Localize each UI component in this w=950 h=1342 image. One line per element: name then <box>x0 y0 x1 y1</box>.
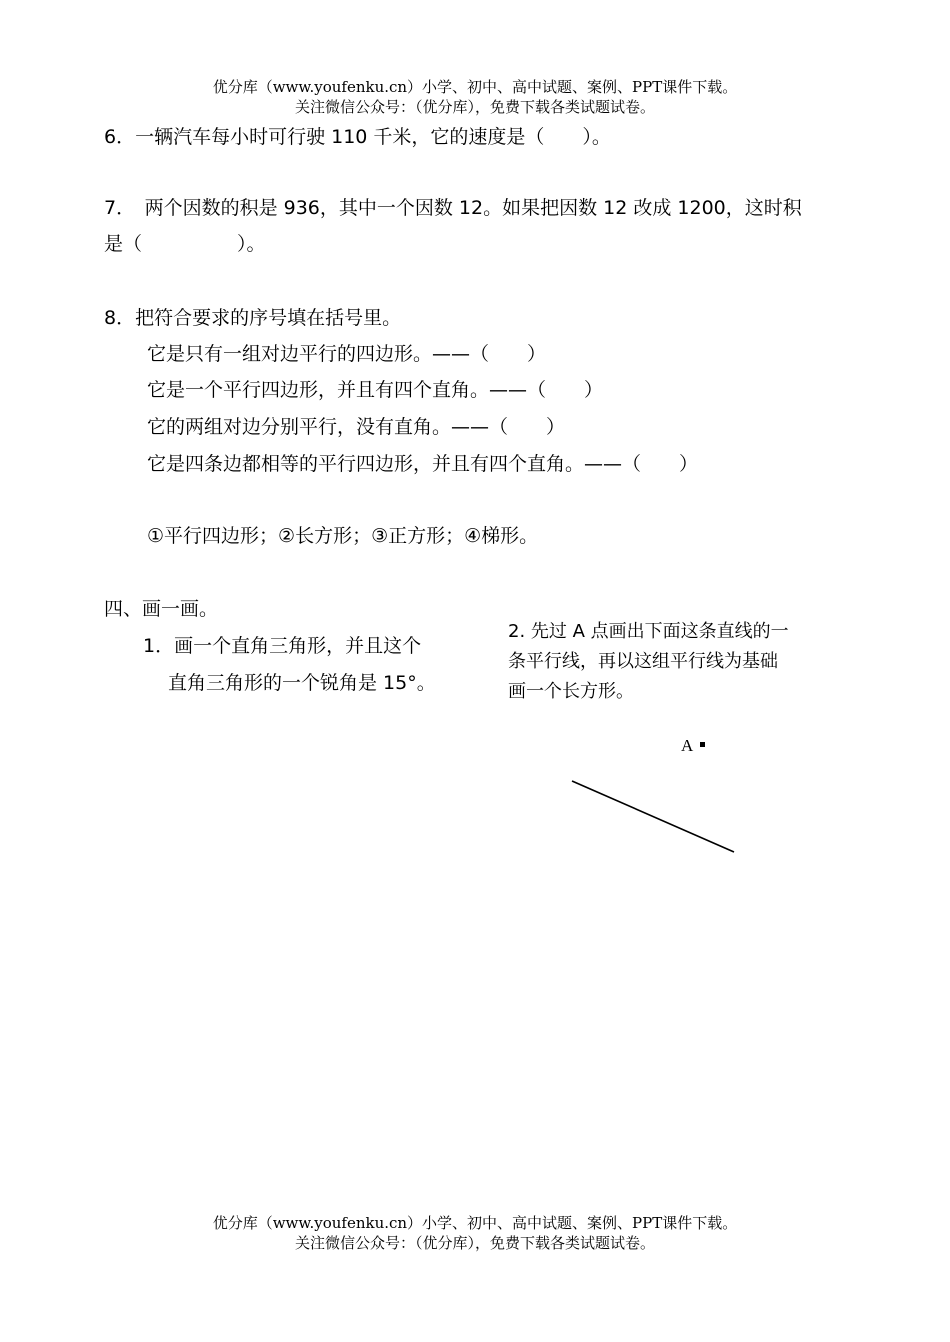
question-8-item: 它是一个平行四边形，并且有四个直角。——（ ） <box>147 379 604 401</box>
question-6: 6．一辆汽车每小时可行驶 110 千米，它的速度是（ ）。 <box>104 126 611 148</box>
question-8-options: ①平行四边形；②长方形；③正方形；④梯形。 <box>147 525 539 547</box>
question-7-line-1: 7． 两个因数的积是 936，其中一个因数 12。如果把因数 12 改成 1200，这时积 <box>104 197 802 219</box>
task-1-line-2: 直角三角形的一个锐角是 15°。 <box>168 672 436 694</box>
question-8-item: 它是只有一组对边平行的四边形。——（ ） <box>147 343 547 365</box>
task-2-line-3: 画一个长方形。 <box>508 681 634 702</box>
question-8-title: 8．把符合要求的序号填在括号里。 <box>104 307 402 329</box>
question-8-item: 它是四条边都相等的平行四边形，并且有四个直角。——（ ） <box>147 453 699 475</box>
question-8-item: 它的两组对边分别平行，没有直角。——（ ） <box>147 416 566 438</box>
point-a-label: A <box>681 736 694 755</box>
section-4-title: 四、画一画。 <box>104 598 219 620</box>
point-a-marker <box>700 742 705 747</box>
task-1-line-1: 1．画一个直角三角形，并且这个 <box>143 635 422 657</box>
task-2-line-1: 2. 先过 A 点画出下面这条直线的一 <box>508 621 789 642</box>
header-line-1: 优分库（www.youfenku.cn）小学、初中、高中试题、案例、PPT课件下载。 <box>212 78 738 96</box>
footer-line-1: 优分库（www.youfenku.cn）小学、初中、高中试题、案例、PPT课件下载。 <box>212 1214 738 1232</box>
footer-line-2: 关注微信公众号：（优分库），免费下载各类试题试卷。 <box>294 1234 655 1252</box>
question-7-line-2: 是（ ）。 <box>104 233 266 255</box>
header-line-2: 关注微信公众号：（优分库），免费下载各类试题试卷。 <box>294 98 655 116</box>
given-straight-line <box>572 781 734 852</box>
task-2-line-2: 条平行线，再以这组平行线为基础 <box>508 651 778 672</box>
